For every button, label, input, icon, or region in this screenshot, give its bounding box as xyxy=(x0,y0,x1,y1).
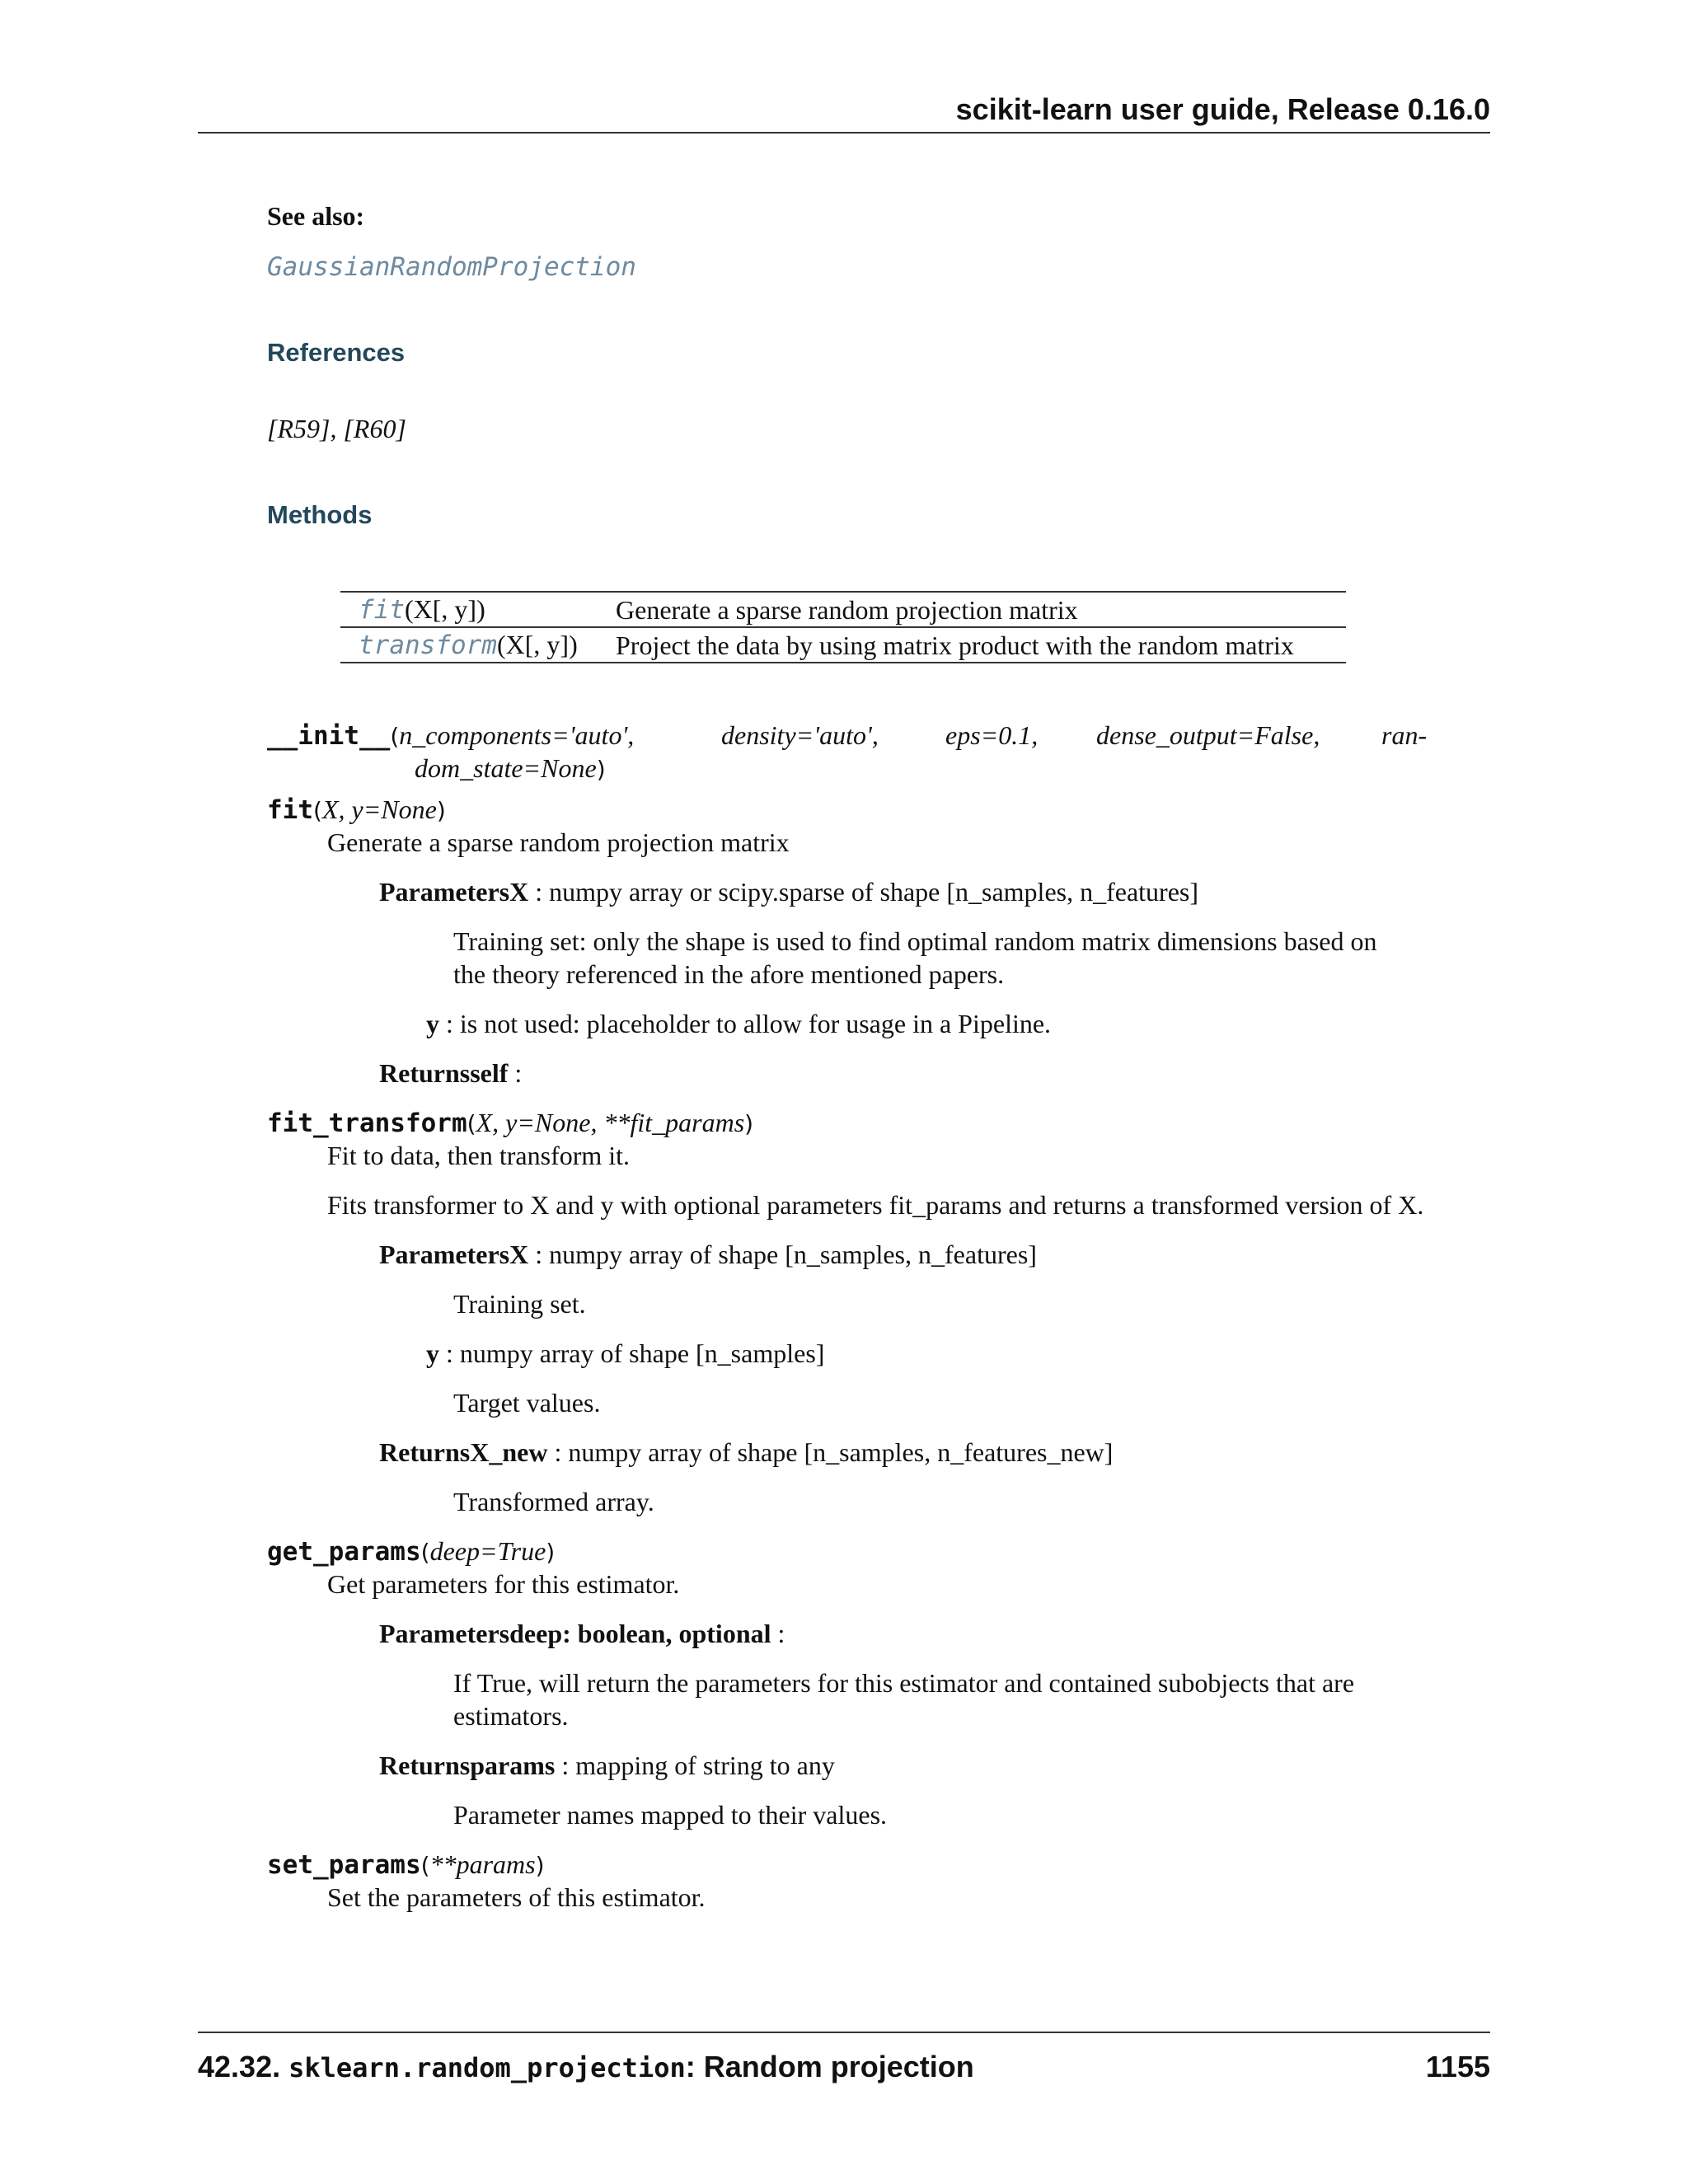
params-text: : numpy array of shape [n_samples, n_features] xyxy=(528,1240,1037,1269)
table-row xyxy=(340,592,1346,627)
references-list xyxy=(267,412,406,447)
fit-x-desc-2: the theory referenced in the afore mentioned papers. xyxy=(453,959,1005,989)
fit-transform-returns xyxy=(379,1436,1113,1470)
fit-x-desc-1: Training set: only the shape is used to find optimal random matrix dimensions based on xyxy=(453,926,1377,956)
fit-transform-name: fit_transform xyxy=(267,1108,467,1138)
set-params-args: **params xyxy=(429,1849,536,1879)
set-params-summary: Set the parameters of this estimator. xyxy=(327,1882,706,1912)
fit-args: X, y=None xyxy=(321,794,437,824)
footer-module: sklearn.random_projection xyxy=(288,2052,686,2083)
fit-signature: fit(X, y=None) xyxy=(267,794,446,825)
table-row xyxy=(340,627,1346,663)
y-text: : is not used: placeholder to allow for usage in a Pipeline. xyxy=(439,1009,1052,1038)
params-label: ParametersX xyxy=(379,1240,529,1269)
set-params-signature: set_params(**params) xyxy=(267,1849,545,1880)
fit-transform-y-desc: Target values. xyxy=(453,1388,601,1418)
fit-summary: Generate a sparse random projection matrix xyxy=(327,827,790,857)
paren-close: ) xyxy=(596,756,606,783)
get-params-name: get_params xyxy=(267,1537,421,1567)
see-also-link[interactable]: GaussianRandomProjection xyxy=(267,252,636,282)
y-text: : numpy array of shape [n_samples] xyxy=(439,1338,825,1368)
fit-returns xyxy=(379,1057,522,1091)
fit-name: fit xyxy=(267,795,313,825)
fit-transform-params xyxy=(379,1238,1037,1272)
methods-heading: Methods xyxy=(267,500,373,529)
init-param: density='auto', xyxy=(721,720,879,750)
references-heading: References xyxy=(267,338,406,367)
get-params-params xyxy=(379,1617,785,1652)
method-cell xyxy=(340,627,598,663)
params-text: : numpy array or scipy.sparse of shape [n_samples, n_features] xyxy=(528,877,1199,907)
reference-link-r59[interactable]: [R59] xyxy=(267,414,331,443)
footer-section-title: : Random projection xyxy=(685,2050,974,2083)
init-param: dom_state=None xyxy=(415,753,597,783)
fit-transform-y-param xyxy=(426,1337,824,1371)
header-title: scikit-learn user guide, Release 0.16.0 xyxy=(955,92,1490,126)
returns-text: : xyxy=(508,1058,523,1088)
params-text: : xyxy=(771,1619,785,1648)
method-args: (X[, y]) xyxy=(405,594,485,624)
fit-transform-args: X, y=None, **fit_params xyxy=(476,1108,745,1137)
returns-label: Returnsparams xyxy=(379,1750,556,1780)
fit-transform-x-desc: Training set. xyxy=(453,1289,586,1319)
fit-transform-signature: fit_transform(X, y=None, **fit_params) xyxy=(267,1108,754,1138)
y-label: y xyxy=(426,1009,439,1038)
returns-label: Returnsself xyxy=(379,1058,509,1088)
init-signature-cont xyxy=(415,752,606,786)
fit-params xyxy=(379,875,1198,910)
returns-text: : mapping of string to any xyxy=(555,1750,835,1780)
returns-label: ReturnsX_new xyxy=(379,1437,548,1467)
init-param: eps=0.1, xyxy=(945,720,1039,750)
fit-y-param xyxy=(426,1007,1051,1042)
get-params-signature: get_params(deep=True) xyxy=(267,1536,556,1567)
init-signature xyxy=(267,719,634,753)
y-label: y xyxy=(426,1338,439,1368)
returns-text: : numpy array of shape [n_samples, n_features_new] xyxy=(547,1437,1114,1467)
method-link-transform[interactable]: transform xyxy=(359,630,497,660)
page-number: 1155 xyxy=(1425,2050,1490,2083)
method-description: Project the data by using matrix product with the random matrix xyxy=(598,627,1346,663)
page-header xyxy=(198,91,1490,134)
get-params-returns-desc: Parameter names mapped to their values. xyxy=(453,1800,888,1830)
get-params-summary: Get parameters for this estimator. xyxy=(327,1569,680,1599)
method-cell xyxy=(340,592,598,627)
params-label: Parametersdeep: boolean, optional xyxy=(379,1619,771,1648)
method-description: Generate a sparse random projection matrix xyxy=(598,592,1346,627)
reference-separator: , xyxy=(330,414,344,443)
methods-table xyxy=(340,591,1346,663)
get-params-deep-desc-1: If True, will return the parameters for this estimator and contained subobjects that are xyxy=(453,1668,1355,1698)
init-param: ran- xyxy=(1381,720,1428,750)
fit-transform-returns-desc: Transformed array. xyxy=(453,1487,654,1516)
page-footer xyxy=(198,2032,1490,2083)
method-link-fit[interactable]: fit xyxy=(359,595,405,625)
method-args: (X[, y]) xyxy=(496,630,578,659)
init-param: n_components='auto', xyxy=(399,720,635,750)
get-params-args: deep=True xyxy=(429,1536,546,1566)
paren-open: ( xyxy=(390,723,400,750)
init-name: __init__ xyxy=(267,721,391,751)
set-params-name: set_params xyxy=(267,1850,421,1880)
fit-transform-summary: Fit to data, then transform it. xyxy=(327,1141,631,1170)
get-params-deep-desc-2: estimators. xyxy=(453,1701,569,1731)
footer-section-number: 42.32. xyxy=(198,2050,289,2083)
init-param: dense_output=False, xyxy=(1096,720,1320,750)
reference-link-r60[interactable]: [R60] xyxy=(343,414,406,443)
fit-transform-detail: Fits transformer to X and y with optional parameters fit_params and returns a transformed version of X. xyxy=(327,1190,1424,1220)
footer-section xyxy=(198,2048,974,2087)
params-label: ParametersX xyxy=(379,877,529,907)
get-params-returns xyxy=(379,1749,835,1783)
see-also-label: See also: xyxy=(267,201,365,231)
